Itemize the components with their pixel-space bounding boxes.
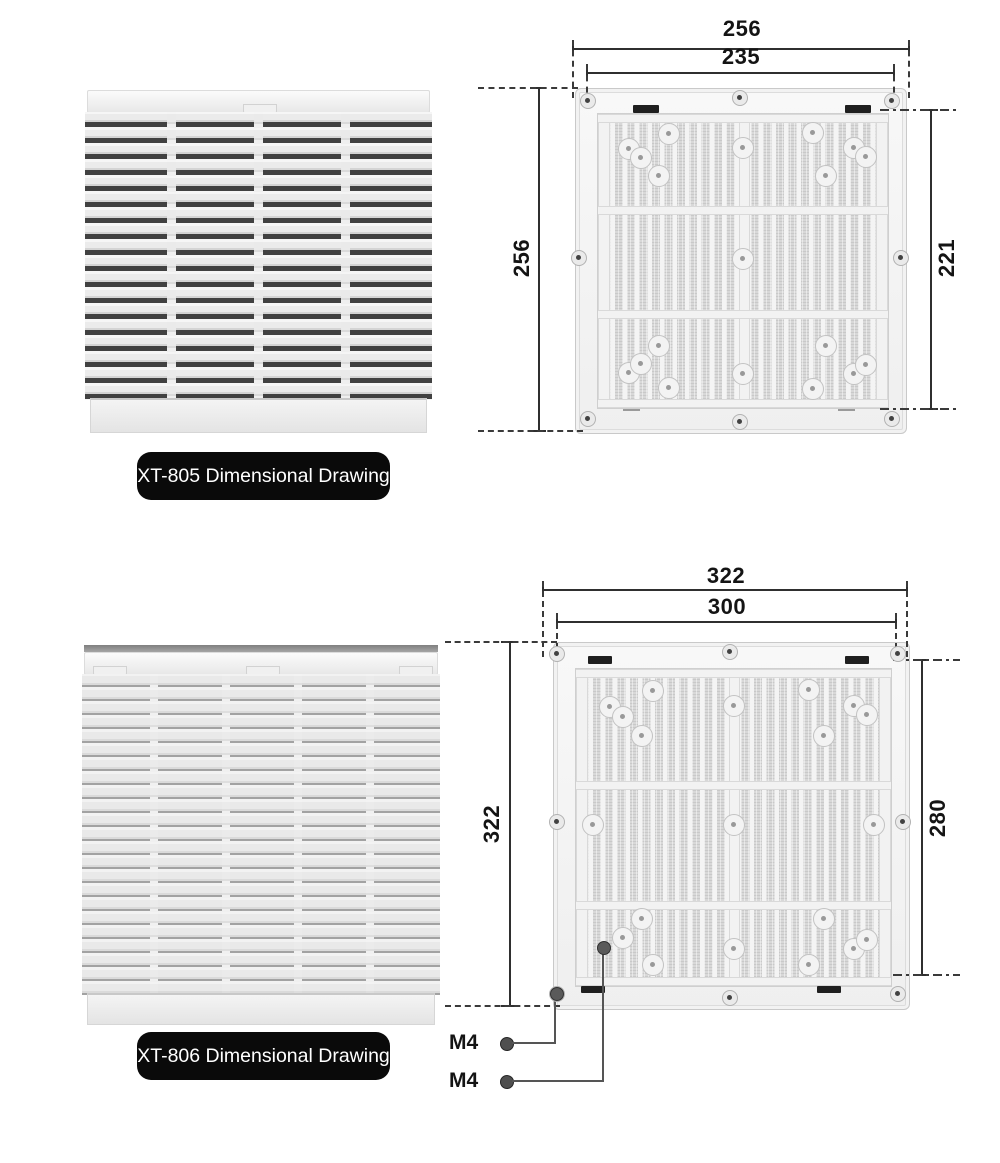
xt805-product-photo (85, 88, 432, 433)
screw-icon (580, 93, 596, 109)
screw-boss (630, 147, 652, 169)
screw-boss (582, 814, 604, 836)
grille-top-strip (84, 645, 438, 652)
m4-fastener-dot (550, 987, 564, 1001)
screw-boss (855, 146, 877, 168)
grid-edge-column (598, 114, 610, 408)
screw-boss (815, 165, 837, 187)
screw-icon (890, 646, 906, 662)
mounting-clip (845, 105, 871, 113)
screw-icon (549, 814, 565, 830)
xt806-product-photo (82, 645, 440, 1025)
screw-boss (815, 335, 837, 357)
dimension-line (921, 660, 923, 976)
xt805-label (137, 452, 390, 500)
xt806-dim-right-height: 280 (925, 798, 950, 838)
extension-line (445, 641, 557, 643)
screw-icon (895, 814, 911, 830)
louver-divider (294, 674, 302, 995)
screw-boss (813, 908, 835, 930)
xt806-dim-outer-width: 322 (706, 563, 746, 588)
mounting-clip (633, 105, 659, 113)
m4-callout-dot (500, 1037, 514, 1051)
screw-boss (631, 725, 653, 747)
screw-boss (732, 248, 754, 270)
screw-boss (723, 695, 745, 717)
grid-rail (598, 310, 888, 319)
mounting-clip (817, 986, 841, 993)
screw-icon (549, 646, 565, 662)
screw-boss (648, 165, 670, 187)
screw-boss (723, 814, 745, 836)
grid-rail (576, 977, 891, 986)
screw-icon (890, 986, 906, 1002)
screw-boss (856, 929, 878, 951)
extension-line (893, 974, 960, 976)
xt805-dim-left-height: 256 (509, 238, 534, 278)
extension-line (478, 430, 583, 432)
grille-louvers (82, 674, 440, 995)
louver-divider (366, 674, 374, 995)
xt805-label-text: XT-805 Dimensional Drawing (137, 464, 390, 487)
grid-rail (576, 669, 891, 678)
screw-icon (884, 93, 900, 109)
clip-mark (623, 409, 640, 411)
louver-divider (167, 112, 176, 400)
leader-line (512, 1042, 556, 1044)
mounting-clip (588, 656, 612, 664)
leader-line (512, 1080, 603, 1082)
screw-boss (612, 706, 634, 728)
screw-icon (722, 644, 738, 660)
m4-callout-dot (500, 1075, 514, 1089)
screw-icon (884, 411, 900, 427)
grid-edge-column (876, 114, 888, 408)
dimension-line (557, 621, 897, 623)
screw-boss (798, 679, 820, 701)
extension-line (880, 408, 957, 410)
grid-rail (576, 781, 891, 790)
screw-boss (732, 137, 754, 159)
dimension-line (930, 110, 932, 410)
extension-line (478, 87, 578, 89)
m4-callout-label: M4 (449, 1031, 479, 1054)
m4-fastener-dot (597, 941, 611, 955)
louver-divider (341, 112, 350, 400)
screw-boss (642, 954, 664, 976)
m4-callout-label: M4 (449, 1069, 479, 1092)
screw-boss (658, 377, 680, 399)
extension-line (542, 581, 544, 657)
extension-line (572, 40, 574, 98)
screw-boss (732, 363, 754, 385)
extension-line (880, 109, 957, 111)
extension-line (906, 581, 908, 657)
screw-boss (798, 954, 820, 976)
screw-boss (648, 335, 670, 357)
louver-divider (254, 112, 263, 400)
screw-icon (732, 414, 748, 430)
screw-boss (856, 704, 878, 726)
xt805-dim-inner-width: 235 (721, 44, 761, 69)
xt805-dim-right-height: 221 (934, 238, 959, 278)
grille-base (87, 993, 435, 1025)
screw-boss (612, 927, 634, 949)
louver-divider (222, 674, 230, 995)
grid-rail (598, 206, 888, 215)
grid-rail (598, 114, 888, 123)
louver-divider (150, 674, 158, 995)
screw-icon (893, 250, 909, 266)
grille-base (90, 398, 427, 433)
screw-icon (732, 90, 748, 106)
screw-boss (630, 353, 652, 375)
grille-top-rail (87, 90, 430, 113)
screw-icon (571, 250, 587, 266)
leader-line (554, 1000, 556, 1044)
xt806-dim-left-height: 322 (479, 804, 504, 844)
mounting-clip (845, 656, 869, 664)
grille-louvers (85, 112, 432, 400)
screw-icon (722, 990, 738, 1006)
xt806-dim-inner-width: 300 (707, 594, 747, 619)
extension-line (445, 1005, 560, 1007)
screw-boss (863, 814, 885, 836)
screw-boss (802, 122, 824, 144)
screw-boss (642, 680, 664, 702)
xt806-label (137, 1032, 390, 1080)
grid-rail (598, 399, 888, 408)
xt805-dim-outer-width: 256 (722, 16, 762, 41)
dimension-line (538, 88, 540, 432)
dimension-line (509, 642, 511, 1007)
screw-boss (658, 123, 680, 145)
screw-boss (723, 938, 745, 960)
screw-icon (580, 411, 596, 427)
screw-boss (813, 725, 835, 747)
leader-line (602, 953, 604, 1082)
clip-mark (838, 409, 855, 411)
extension-line (908, 40, 910, 98)
screw-boss (855, 354, 877, 376)
grille-top-rail (84, 652, 438, 675)
dimension-line (587, 72, 895, 74)
xt806-label-text: XT-806 Dimensional Drawing (137, 1044, 390, 1067)
grid-rail (576, 901, 891, 910)
screw-boss (631, 908, 653, 930)
dimension-line (543, 589, 908, 591)
screw-boss (802, 378, 824, 400)
